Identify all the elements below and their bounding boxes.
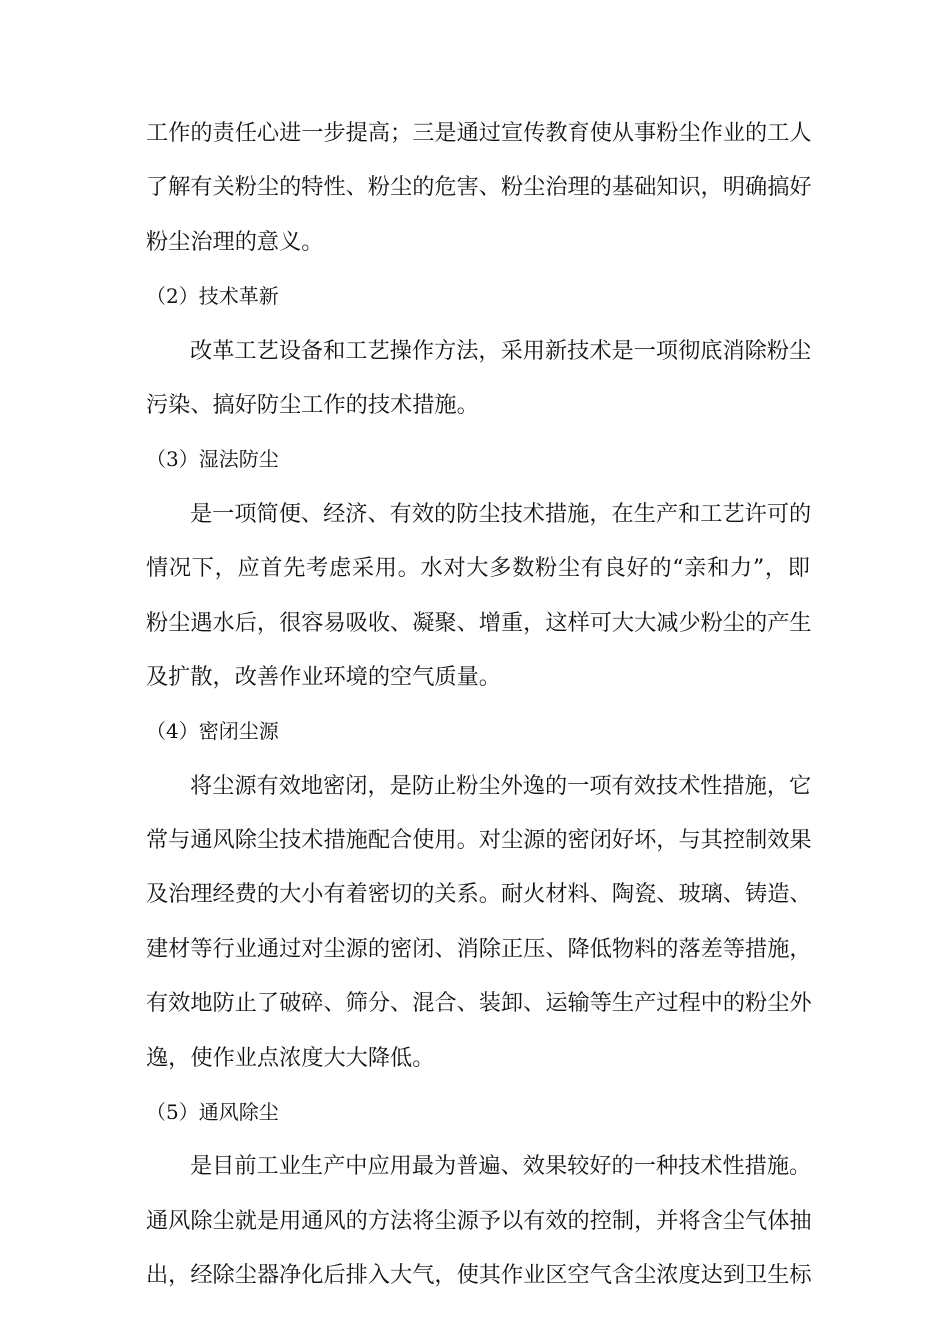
- text-line: 有效地防止了破碎、筛分、混合、装卸、运输等生产过程中的粉尘外: [146, 990, 812, 1017]
- text-line: 是一项简便、经济、有效的防尘技术措施，在生产和工艺许可的: [190, 500, 812, 527]
- intro-paragraph: [146, 106, 810, 269]
- text-line: 将尘源有效地密闭，是防止粉尘外逸的一项有效技术性措施，它: [190, 772, 812, 799]
- section-heading: （4）密闭尘源: [146, 719, 279, 744]
- section-sealed-dust-source: [146, 704, 810, 1085]
- text-line: 是目前工业生产中应用最为普遍、效果较好的一种技术性措施。: [190, 1153, 812, 1180]
- text-line: 建材等行业通过对尘源的密闭、消除正压、降低物料的落差等措施，: [146, 935, 812, 962]
- document-page: [146, 106, 810, 1303]
- section-wet-dust-control: [146, 432, 810, 704]
- text-line: 改革工艺设备和工艺操作方法，采用新技术是一项彻底消除粉尘: [190, 337, 812, 364]
- text-line: 出，经除尘器净化后排入大气，使其作业区空气含尘浓度达到卫生标: [146, 1262, 812, 1289]
- text-line: 粉尘遇水后，很容易吸收、凝聚、增重，这样可大大减少粉尘的产生: [146, 609, 812, 636]
- text-line: 污染、搞好防尘工作的技术措施。: [146, 391, 479, 418]
- text-line: 工作的责任心进一步提高；三是通过宣传教育使从事粉尘作业的工人: [146, 120, 812, 146]
- text-line: 通风除尘就是用通风的方法将尘源予以有效的控制，并将含尘气体抽: [146, 1207, 812, 1234]
- section-ventilation-dust-removal: [146, 1085, 810, 1303]
- section-heading: （3）湿法防尘: [146, 447, 279, 472]
- text-line: 常与通风除尘技术措施配合使用。对尘源的密闭好坏，与其控制效果: [146, 827, 812, 854]
- text-line: 了解有关粉尘的特性、粉尘的危害、粉尘治理的基础知识，明确搞好: [146, 174, 812, 201]
- text-line: 逸，使作业点浓度大大降低。: [146, 1044, 435, 1071]
- section-heading: （5）通风除尘: [146, 1100, 279, 1125]
- section-heading: （2）技术革新: [146, 284, 279, 309]
- text-line: 粉尘治理的意义。: [146, 228, 324, 255]
- text-line: 及扩散，改善作业环境的空气质量。: [146, 663, 501, 690]
- section-technical-innovation: [146, 269, 810, 432]
- text-line: 及治理经费的大小有着密切的关系。耐火材料、陶瓷、玻璃、铸造、: [146, 881, 812, 908]
- text-line: 情况下，应首先考虑采用。水对大多数粉尘有良好的“亲和力”，即: [146, 555, 810, 582]
